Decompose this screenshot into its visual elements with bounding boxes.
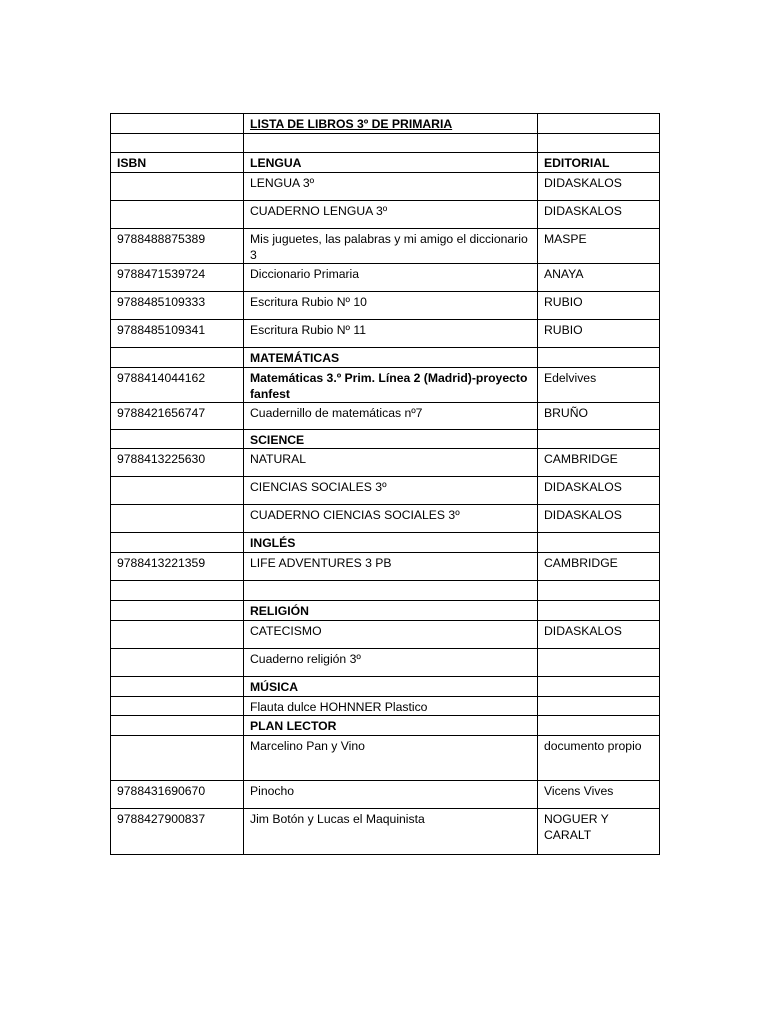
table-cell [244,134,538,153]
publisher-cell: Vicens Vives [538,781,660,809]
publisher-cell: DIDASKALOS [538,173,660,201]
publisher-cell: RUBIO [538,320,660,348]
publisher-cell: BRUÑO [538,403,660,430]
table-cell [111,430,244,449]
publisher-cell: CAMBRIDGE [538,553,660,581]
table-row [111,553,660,581]
empty-row [111,581,660,601]
table-cell [111,348,244,368]
publisher-cell: DIDASKALOS [538,477,660,505]
isbn-cell [111,736,244,781]
table-cell [538,677,660,697]
isbn-cell [111,505,244,533]
table-row [111,809,660,855]
title-cell: CIENCIAS SOCIALES 3º [244,477,538,505]
title-cell: NATURAL [244,449,538,477]
publisher-cell: DIDASKALOS [538,505,660,533]
section-row [111,430,660,449]
isbn-cell: 9788421656747 [111,403,244,430]
table-cell [111,677,244,697]
table-cell [111,716,244,736]
table-row [111,505,660,533]
publisher-header: EDITORIAL [538,153,660,173]
table-cell [538,601,660,621]
section-heading: INGLÉS [244,533,538,553]
table-row [111,736,660,781]
table-row [111,320,660,348]
publisher-cell: MASPE [538,229,660,264]
publisher-cell: Edelvives [538,368,660,403]
section-row [111,716,660,736]
section-row [111,533,660,553]
section-heading: MÚSICA [244,677,538,697]
table-cell [538,348,660,368]
title-cell: LIFE ADVENTURES 3 PB [244,553,538,581]
header-row [111,153,660,173]
table-cell [538,430,660,449]
isbn-cell: 9788414044162 [111,368,244,403]
isbn-cell: 9788488875389 [111,229,244,264]
publisher-cell: DIDASKALOS [538,201,660,229]
table-row [111,621,660,649]
table-cell [538,114,660,134]
title-cell: Escritura Rubio Nº 10 [244,292,538,320]
title-cell: Matemáticas 3.º Prim. Línea 2 (Madrid)-proyecto fanfest [244,368,538,403]
publisher-cell [538,581,660,601]
table-row [111,477,660,505]
table-row [111,449,660,477]
isbn-cell: 9788471539724 [111,264,244,292]
title-cell [244,581,538,601]
title-cell: Diccionario Primaria [244,264,538,292]
table-cell [538,716,660,736]
isbn-cell: 9788431690670 [111,781,244,809]
section-row [111,348,660,368]
table-row [111,264,660,292]
subject-header: LENGUA [244,153,538,173]
title-cell: Cuadernillo de matemáticas nº7 [244,403,538,430]
isbn-header: ISBN [111,153,244,173]
table-row [111,697,660,716]
table-cell [538,134,660,153]
title-cell: Jim Botón y Lucas el Maquinista [244,809,538,855]
isbn-cell: 9788485109333 [111,292,244,320]
publisher-cell: documento propio [538,736,660,781]
document-page [110,113,659,855]
title-cell: CUADERNO LENGUA 3º [244,201,538,229]
title-cell: Flauta dulce HOHNNER Plastico [244,697,538,716]
section-heading: SCIENCE [244,430,538,449]
title-cell: Escritura Rubio Nº 11 [244,320,538,348]
isbn-cell [111,173,244,201]
publisher-cell: CAMBRIDGE [538,449,660,477]
isbn-cell [111,477,244,505]
isbn-cell: 9788427900837 [111,809,244,855]
table-row [111,229,660,264]
section-heading: PLAN LECTOR [244,716,538,736]
document-title: LISTA DE LIBROS 3º DE PRIMARIA [244,114,538,134]
isbn-cell: 9788413225630 [111,449,244,477]
isbn-cell [111,621,244,649]
publisher-cell: NOGUER Y CARALT [538,809,660,855]
isbn-cell [111,649,244,677]
title-cell: Mis juguetes, las palabras y mi amigo el diccionario 3 [244,229,538,264]
table-row [111,649,660,677]
table-row [111,781,660,809]
book-list-table [110,113,660,855]
publisher-cell: ANAYA [538,264,660,292]
title-cell: LENGUA 3º [244,173,538,201]
table-cell [111,134,244,153]
table-cell [538,533,660,553]
table-cell [111,533,244,553]
table-cell [111,114,244,134]
section-heading: RELIGIÓN [244,601,538,621]
isbn-cell [111,201,244,229]
isbn-cell [111,697,244,716]
title-cell: Pinocho [244,781,538,809]
title-row [111,114,660,134]
isbn-cell: 9788485109341 [111,320,244,348]
publisher-cell [538,697,660,716]
table-row [111,201,660,229]
title-cell: CATECISMO [244,621,538,649]
publisher-cell [538,649,660,677]
section-row [111,677,660,697]
publisher-cell: DIDASKALOS [538,621,660,649]
title-cell: Marcelino Pan y Vino [244,736,538,781]
publisher-cell: RUBIO [538,292,660,320]
table-row [111,173,660,201]
table-row [111,403,660,430]
title-cell: CUADERNO CIENCIAS SOCIALES 3º [244,505,538,533]
empty-row [111,134,660,153]
isbn-cell: 9788413221359 [111,553,244,581]
table-row [111,292,660,320]
section-heading: MATEMÁTICAS [244,348,538,368]
table-cell [111,601,244,621]
isbn-cell [111,581,244,601]
title-cell: Cuaderno religión 3º [244,649,538,677]
section-row [111,601,660,621]
table-row [111,368,660,403]
